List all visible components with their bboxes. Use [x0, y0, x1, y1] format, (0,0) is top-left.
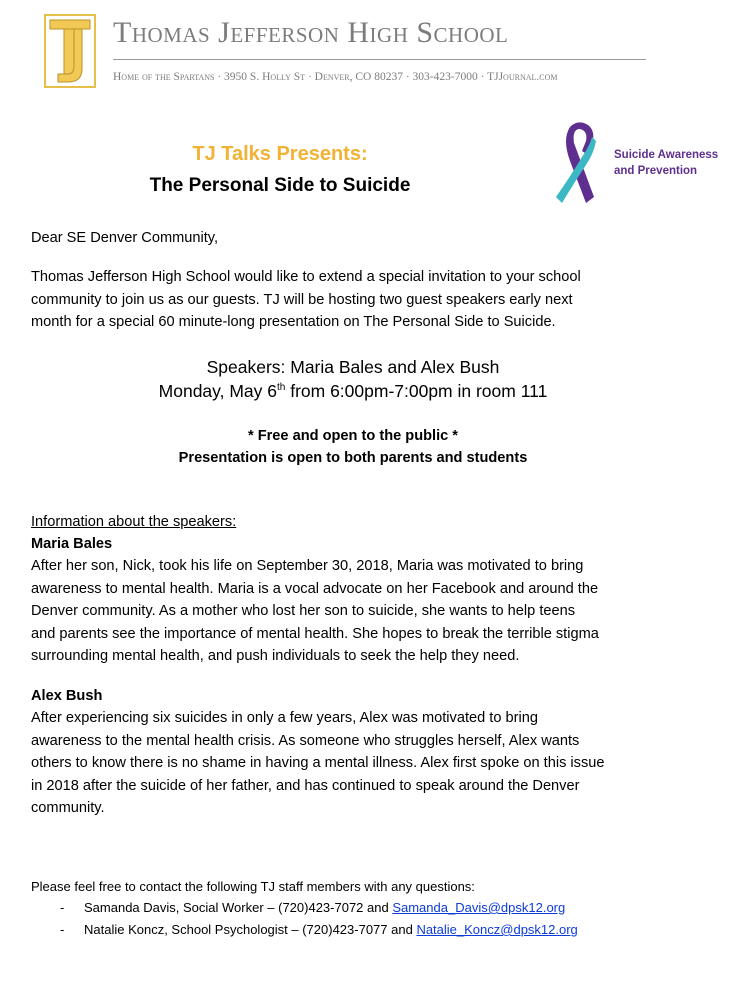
contact-text: Natalie Koncz, School Psychologist – (720)423-7077 and [84, 922, 417, 937]
bio-line: awareness to the mental health crisis. As someone who struggles herself, Alex wants [31, 732, 580, 749]
awareness-ribbon-icon [548, 117, 608, 207]
date-prefix: Monday, May 6 [158, 381, 277, 401]
series-title: TJ Talks Presents: [192, 143, 368, 165]
paragraph-line: month for a special 60 minute-long presentation on The Personal Side to Suicide. [31, 314, 556, 330]
event-title: The Personal Side to Suicide [149, 175, 411, 196]
contact-intro: Please feel free to contact the following TJ staff members with any questions: [31, 879, 475, 894]
date-line [0, 379, 706, 404]
speaker-name-alex: Alex Bush [31, 688, 103, 704]
bio-line: surrounding mental health, and push individuals to seek the help they need. [31, 648, 520, 664]
school-tagline: Home of the Spartans · 3950 S. Holly St · Denver, CO 80237 · 303-423-7000 · TJJournal.com [113, 71, 558, 83]
bio-line: awareness to mental health. Maria is a vocal advocate on her Facebook and around the [31, 580, 599, 597]
bio-line: community. [31, 800, 105, 816]
school-logo [44, 14, 96, 88]
bio-line: After experiencing six suicides in only a few years, Alex was motivated to bring [31, 710, 538, 726]
header-divider [113, 59, 646, 60]
school-name: Thomas Jefferson High School [113, 16, 509, 49]
free-admission-line: * Free and open to the public * [247, 428, 458, 444]
bio-line: Denver community. As a mother who lost her son to suicide, she wants to help teens [31, 603, 576, 619]
email-link-natalie[interactable]: Natalie_Koncz@dpsk12.org [416, 922, 578, 937]
list-bullet: - [60, 922, 65, 937]
paragraph-line: community to join us as our guests. TJ will be hosting two guest speakers early next [31, 291, 573, 308]
contact-text: Samanda Davis, Social Worker – (720)423-7072 and [84, 900, 393, 915]
speakers-info-heading: Information about the speakers: [31, 514, 237, 530]
paragraph-line: Thomas Jefferson High School would like to extend a special invitation to your school [31, 269, 581, 285]
list-bullet: - [60, 900, 65, 915]
speakers-line: Speakers: Maria Bales and Alex Bush [206, 357, 500, 377]
invitation-paragraph [31, 266, 711, 334]
bio-line: and parents see the importance of mental health. She hopes to break the terrible stigma [31, 625, 599, 642]
ribbon-caption-line: and Prevention [614, 165, 698, 177]
audience-line: Presentation is open to both parents and students [178, 450, 528, 466]
contact-item-samanda [60, 898, 565, 918]
bio-line: others to know there is no shame in having a mental illness. Alex first spoke on this issue [31, 755, 605, 771]
contact-item-natalie [60, 920, 578, 940]
speaker-bio-maria [31, 555, 599, 668]
bio-line: After her son, Nick, took his life on September 30, 2018, Maria was motivated to bring [31, 558, 584, 574]
bio-line: in 2018 after the suicide of her father, and has continued to speak around the Denver [31, 777, 580, 794]
speaker-bio-alex [31, 707, 605, 820]
greeting: Dear SE Denver Community, [31, 230, 219, 246]
email-link-samanda[interactable]: Samanda_Davis@dpsk12.org [392, 900, 566, 915]
date-rest: from 6:00pm-7:00pm in room 111 [285, 381, 548, 401]
speaker-name-maria: Maria Bales [31, 536, 113, 552]
ribbon-caption [614, 147, 718, 179]
ribbon-caption-line: Suicide Awareness [614, 149, 719, 161]
date-suffix: th [277, 382, 286, 393]
